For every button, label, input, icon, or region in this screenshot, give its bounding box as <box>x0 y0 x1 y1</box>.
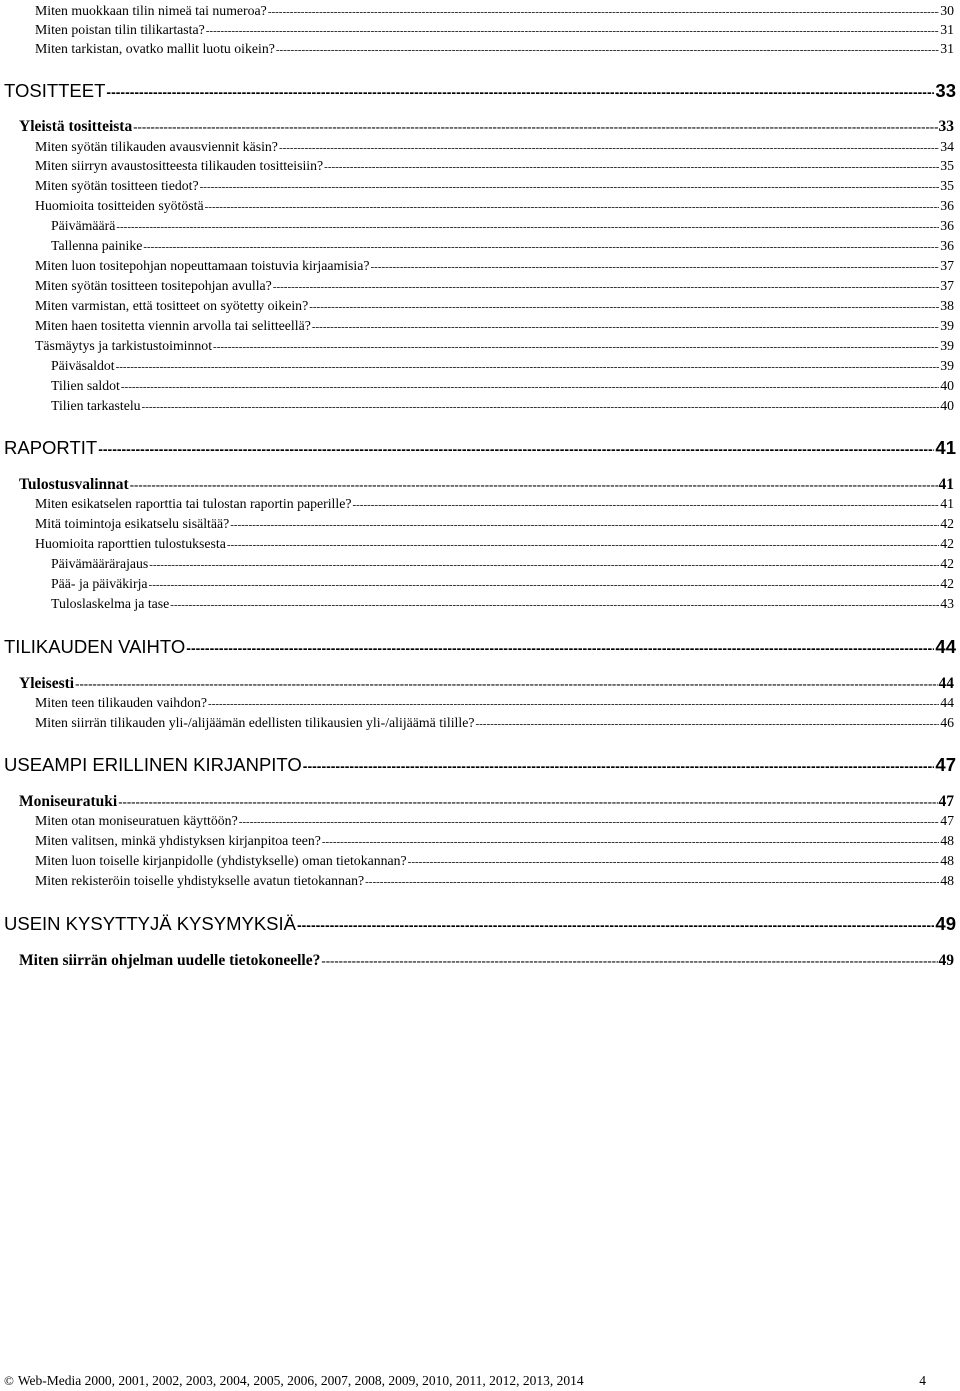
toc-page-number: 48 <box>940 853 954 868</box>
toc-subsection-entry[interactable] <box>35 278 954 297</box>
page-footer <box>4 1373 926 1391</box>
toc-entry-title: Tilien saldot <box>51 378 120 393</box>
toc-page-number: 41 <box>938 476 954 493</box>
toc-subsubsection-entry[interactable] <box>51 378 954 397</box>
copyright-text: Web-Media 2000, 2001, 2002, 2003, 2004, 2005, 2006, 2007, 2008, 2009, 2010, 2011, 2012, 2013, 2014 <box>17 1373 584 1388</box>
dot-leader <box>312 321 939 333</box>
dot-leader <box>321 953 937 969</box>
toc-entry-title: Miten otan moniseuratuen käyttöön? <box>35 813 238 828</box>
toc-page-number: 49 <box>935 913 956 934</box>
toc-page-number: 47 <box>935 754 956 775</box>
toc-entry-title: Päiväsaldot <box>51 358 115 373</box>
toc-subsection-entry[interactable] <box>35 715 954 734</box>
toc-entry-title: Mitä toimintoja esikatselu sisältää? <box>35 516 230 531</box>
dot-leader <box>186 640 934 656</box>
toc-subsection-entry[interactable] <box>35 258 954 277</box>
toc-entry-title: Miten siirrän tilikauden yli-/alijäämän edellisten tilikausien yli-/alijäämä tilille? <box>35 715 475 730</box>
toc-subsection-entry[interactable] <box>35 198 954 217</box>
toc-subsubsection-entry[interactable] <box>51 218 954 237</box>
toc-page-number: 37 <box>940 258 954 273</box>
dot-leader <box>143 241 939 253</box>
toc-subsection-entry[interactable] <box>35 873 954 892</box>
toc-entry-title: USEIN KYSYTTYJÄ KYSYMYKSIÄ <box>4 913 296 934</box>
toc-page-number: 39 <box>940 318 954 333</box>
toc-page-number: 44 <box>940 695 954 710</box>
toc-section-entry[interactable] <box>19 675 954 694</box>
dot-leader <box>309 301 939 313</box>
toc-subsection-entry[interactable] <box>35 139 954 158</box>
toc-section-entry[interactable] <box>19 793 954 812</box>
toc-page-number: 38 <box>940 298 954 313</box>
toc-page-number: 34 <box>940 139 954 154</box>
toc-page-number: 35 <box>940 158 954 173</box>
toc-subsubsection-entry[interactable] <box>51 576 954 595</box>
toc-subsection-entry[interactable] <box>35 813 954 832</box>
dot-leader <box>130 477 938 493</box>
toc-chapter-entry[interactable] <box>4 80 956 104</box>
toc-page-number: 41 <box>940 496 954 511</box>
toc-entry-title: Miten varmistan, että tositteet on syötetty oikein? <box>35 298 309 313</box>
toc-chapter-entry[interactable] <box>4 913 956 937</box>
toc-page-number: 47 <box>940 813 954 828</box>
toc-entry-title: Miten siirrän ohjelman uudelle tietokoneelle? <box>19 952 321 969</box>
toc-page-number: 40 <box>940 378 954 393</box>
dot-leader <box>142 401 940 413</box>
copyright-icon: © <box>4 1373 14 1388</box>
toc-entry-title: Miten valitsen, minkä yhdistyksen kirjanpitoa teen? <box>35 833 321 848</box>
toc-page-number: 31 <box>940 22 954 37</box>
dot-leader <box>75 676 937 692</box>
toc-entry-title: Miten syötän tositteen tiedot? <box>35 178 199 193</box>
toc-subsection-entry[interactable] <box>35 298 954 317</box>
toc-entry-title: Miten siirryn avaustositteesta tilikauden tositteisiin? <box>35 158 324 173</box>
toc-entry-title: Tuloslaskelma ja tase <box>51 596 170 611</box>
toc-entry-title: Miten muokkaan tilin nimeä tai numeroa? <box>35 3 267 18</box>
toc-subsection-entry[interactable] <box>35 833 954 852</box>
dot-leader <box>98 441 934 457</box>
toc-entry-title: Huomioita raporttien tulostuksesta <box>35 536 226 551</box>
dot-leader <box>297 917 934 933</box>
toc-page-number: 47 <box>938 793 954 810</box>
toc-page-number: 49 <box>938 952 954 969</box>
dot-leader <box>213 341 939 353</box>
toc-page-number: 37 <box>940 278 954 293</box>
toc-page-number: 44 <box>935 636 956 657</box>
toc-entry-title: Huomioita tositteiden syötöstä <box>35 198 204 213</box>
toc-page-number: 46 <box>940 715 954 730</box>
toc-page-number: 48 <box>940 873 954 888</box>
dot-leader <box>408 856 940 868</box>
toc-entry-title: Yleisesti <box>19 675 75 692</box>
toc-subsection-entry[interactable] <box>35 536 954 555</box>
toc-chapter-entry[interactable] <box>4 437 956 461</box>
dot-leader <box>116 221 939 233</box>
toc-page-number: 41 <box>935 437 956 458</box>
toc-section-entry[interactable] <box>19 118 954 137</box>
toc-entry-title: RAPORTIT <box>4 437 98 458</box>
page-number: 4 <box>919 1373 926 1388</box>
toc-page-number: 42 <box>940 556 954 571</box>
dot-leader <box>133 119 937 135</box>
toc-page-number: 39 <box>940 358 954 373</box>
dot-leader <box>475 718 939 730</box>
toc-subsubsection-entry[interactable] <box>51 556 954 575</box>
toc-page-number: 36 <box>940 198 954 213</box>
toc-page-number: 33 <box>935 80 956 101</box>
toc-entry-title: Miten haen tositetta viennin arvolla tai selitteellä? <box>35 318 311 333</box>
toc-entry-title: TILIKAUDEN VAIHTO <box>4 636 186 657</box>
toc-page-number: 40 <box>940 398 954 413</box>
toc-page-number: 44 <box>938 675 954 692</box>
toc-entry-title: Miten teen tilikauden vaihdon? <box>35 695 208 710</box>
toc-subsection-entry[interactable] <box>35 178 954 197</box>
toc-subsection-entry[interactable] <box>35 158 954 177</box>
toc-subsection-entry[interactable] <box>35 3 954 22</box>
dot-leader <box>371 261 940 273</box>
toc-entry-title: Yleistä tositteista <box>19 118 133 135</box>
dot-leader <box>273 281 939 293</box>
toc-section-entry[interactable] <box>19 476 954 495</box>
toc-page-number: 42 <box>940 536 954 551</box>
dot-leader <box>170 599 939 611</box>
toc-entry-title: Miten tarkistan, ovatko mallit luotu oikein? <box>35 41 275 56</box>
dot-leader <box>322 836 939 848</box>
toc-subsection-entry[interactable] <box>35 41 954 60</box>
dot-leader <box>116 361 940 373</box>
toc-page-number: 48 <box>940 833 954 848</box>
dot-leader <box>324 161 939 173</box>
dot-leader <box>276 44 939 56</box>
toc-entry-title: Pää- ja päiväkirja <box>51 576 148 591</box>
dot-leader <box>121 381 939 393</box>
dot-leader <box>239 816 940 828</box>
toc-subsection-entry[interactable] <box>35 516 954 535</box>
toc-entry-title: Miten luon tositepohjan nopeuttamaan toistuvia kirjaamisia? <box>35 258 370 273</box>
toc-page-number: 39 <box>940 338 954 353</box>
toc-subsubsection-entry[interactable] <box>51 398 954 417</box>
toc-page-number: 42 <box>940 576 954 591</box>
toc-entry-title: Tallenna painike <box>51 238 143 253</box>
dot-leader <box>279 142 939 154</box>
toc-entry-title: Miten luon toiselle kirjanpidolle (yhdistykselle) oman tietokannan? <box>35 853 407 868</box>
toc-entry-title: Miten syötän tositteen tositepohjan avulla? <box>35 278 272 293</box>
toc-entry-title: Päivämäärä <box>51 218 116 233</box>
dot-leader <box>106 84 934 100</box>
dot-leader <box>352 499 939 511</box>
toc-page-number: 31 <box>940 41 954 56</box>
dot-leader <box>303 758 935 774</box>
dot-leader <box>149 559 939 571</box>
toc-entry-title: Moniseuratuki <box>19 793 118 810</box>
dot-leader <box>208 698 939 710</box>
toc-entry-title: TOSITTEET <box>4 80 106 101</box>
toc-subsection-entry[interactable] <box>35 318 954 337</box>
dot-leader <box>230 519 939 531</box>
toc-page-number: 42 <box>940 516 954 531</box>
toc-entry-title: Tulostusvalinnat <box>19 476 129 493</box>
toc-section-entry[interactable] <box>19 952 954 971</box>
toc-subsection-entry[interactable] <box>35 853 954 872</box>
toc-subsection-entry[interactable] <box>35 496 954 515</box>
toc-subsection-entry[interactable] <box>35 22 954 41</box>
dot-leader <box>149 579 940 591</box>
toc-page-number: 36 <box>940 238 954 253</box>
toc-subsubsection-entry[interactable] <box>51 358 954 377</box>
toc-subsubsection-entry[interactable] <box>51 238 954 257</box>
toc-entry-title: Miten poistan tilin tilikartasta? <box>35 22 205 37</box>
dot-leader <box>200 181 940 193</box>
toc-entry-title: Päivämäärärajaus <box>51 556 149 571</box>
toc-entry-title: Miten esikatselen raporttia tai tulostan raportin paperille? <box>35 496 352 511</box>
toc-entry-title: Täsmäytys ja tarkistustoiminnot <box>35 338 213 353</box>
toc-chapter-entry[interactable] <box>4 636 956 660</box>
toc-entry-title: Miten rekisteröin toiselle yhdistykselle avatun tietokannan? <box>35 873 365 888</box>
dot-leader <box>365 876 939 888</box>
toc-chapter-entry[interactable] <box>4 754 956 778</box>
toc-subsubsection-entry[interactable] <box>51 596 954 615</box>
toc-page-number: 36 <box>940 218 954 233</box>
dot-leader <box>268 6 939 18</box>
toc-entry-title: USEAMPI ERILLINEN KIRJANPITO <box>4 754 302 775</box>
toc-page-number: 35 <box>940 178 954 193</box>
toc-page-number: 43 <box>940 596 954 611</box>
dot-leader <box>118 794 937 810</box>
dot-leader <box>227 539 939 551</box>
dot-leader <box>205 201 940 213</box>
toc-page-number: 33 <box>938 118 954 135</box>
toc-entry-title: Miten syötän tilikauden avausviennit käsin? <box>35 139 278 154</box>
copyright-notice <box>4 1373 584 1389</box>
toc-subsection-entry[interactable] <box>35 338 954 357</box>
toc-subsection-entry[interactable] <box>35 695 954 714</box>
dot-leader <box>206 25 939 37</box>
toc-page-number: 30 <box>940 3 954 18</box>
toc-entry-title: Tilien tarkastelu <box>51 398 141 413</box>
